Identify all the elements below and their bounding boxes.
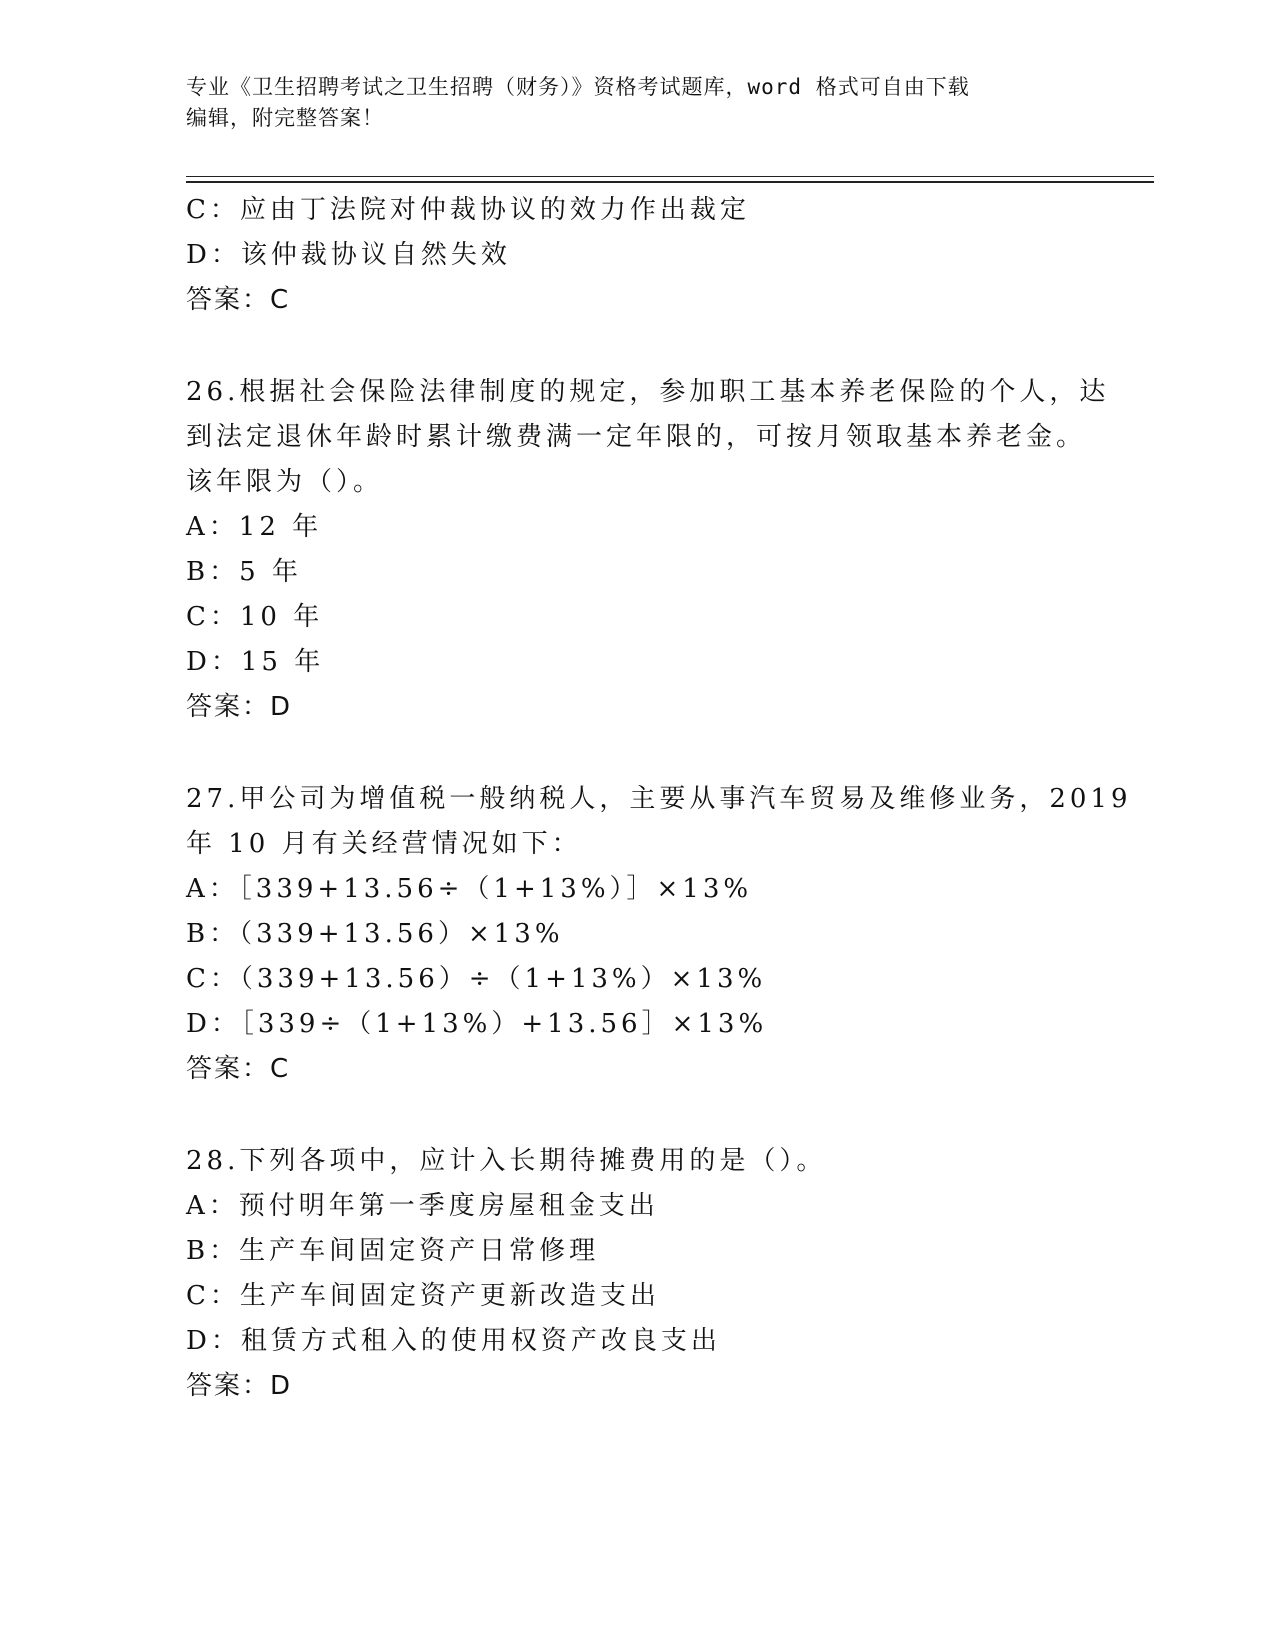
spacer: [186, 323, 1086, 370]
header-line-1: 专业《卫生招聘考试之卫生招聘（财务）》资格考试题库，word 格式可自由下载: [186, 75, 970, 99]
q28-option-a: A：预付明年第一季度房屋租金支出: [186, 1191, 659, 1221]
q27-option-b: B：（339+13.56）×13%: [186, 919, 564, 949]
q26-option-a: A：12 年: [186, 512, 323, 542]
q27-stem-line-1: 27.甲公司为增值税一般纳税人，主要从事汽车贸易及维修业务，2019: [186, 784, 1132, 814]
q26-option-d: D：15 年: [186, 647, 325, 677]
q26-stem-line-1: 26.根据社会保险法律制度的规定，参加职工基本养老保险的个人，达: [186, 377, 1110, 407]
question-content: [186, 188, 1132, 1409]
q26-answer: 答案：D: [186, 692, 293, 722]
document-header: [186, 72, 1066, 134]
q26-stem-line-2: 到法定退休年龄时累计缴费满一定年限的，可按月领取基本养老金。: [186, 422, 1087, 452]
q25-option-c: C：应由丁法院对仲裁协议的效力作出裁定: [186, 195, 750, 225]
q27-option-c: C：（339+13.56）÷（1+13%）×13%: [186, 964, 767, 994]
header-divider-thick: [186, 181, 1154, 183]
q26-option-c: C：10 年: [186, 602, 324, 632]
q25-answer: 答案：C: [186, 285, 291, 315]
q27-answer: 答案：C: [186, 1054, 291, 1084]
q27-option-d: D：［339÷（1+13%）+13.56］×13%: [186, 1009, 768, 1039]
q28-option-d: D：租赁方式租入的使用权资产改良支出: [186, 1326, 721, 1356]
q26-option-b: B：5 年: [186, 557, 302, 587]
spacer: [186, 1092, 1086, 1139]
q28-option-b: B：生产车间固定资产日常修理: [186, 1236, 600, 1266]
q28-answer: 答案：D: [186, 1371, 293, 1401]
q27-stem-line-2: 年 10 月有关经营情况如下：: [186, 829, 582, 859]
q26-stem-line-3: 该年限为（）。: [186, 467, 384, 497]
header-divider-thin: [186, 176, 1154, 177]
spacer: [186, 730, 1086, 777]
q28-option-c: C：生产车间固定资产更新改造支出: [186, 1281, 660, 1311]
header-line-2: 编辑，附完整答案！: [186, 106, 384, 130]
q28-stem-line-1: 28.下列各项中，应计入长期待摊费用的是（）。: [186, 1146, 827, 1176]
q27-option-a: A：［339+13.56÷（1+13%）］×13%: [186, 874, 753, 904]
q25-option-d: D：该仲裁协议自然失效: [186, 240, 511, 270]
